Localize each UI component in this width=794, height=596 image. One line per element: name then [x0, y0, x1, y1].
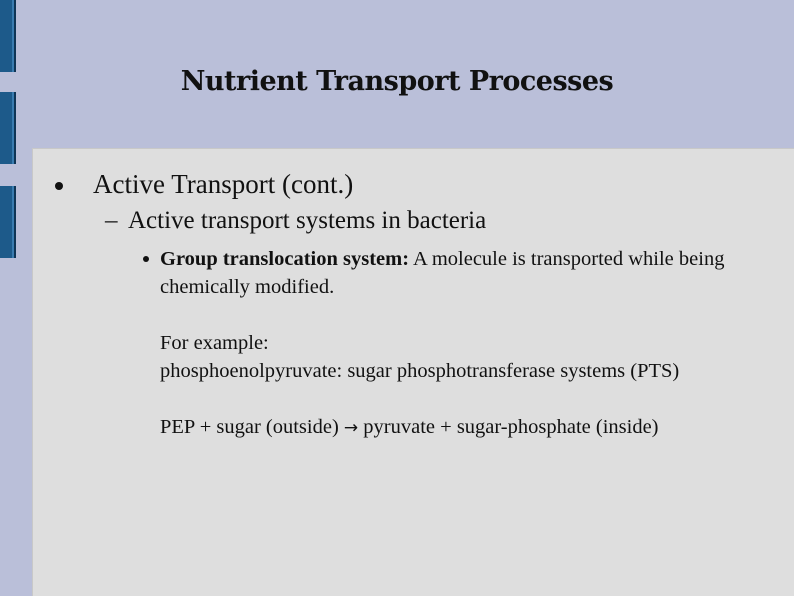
bullet-level-3-body	[160, 245, 780, 442]
edge-decoration-bar	[0, 0, 16, 72]
reaction-left: PEP + sugar (outside)	[160, 416, 344, 438]
reaction-line	[160, 413, 780, 442]
slide-title: Nutrient Transport Processes	[180, 66, 614, 97]
definition-paragraph	[160, 245, 780, 301]
right-arrow-icon: →	[343, 418, 359, 438]
edge-decoration-bar	[0, 186, 16, 258]
definition-text: A molecule is transported while being chemically modified.	[160, 248, 725, 298]
bullet-level-1-text: Active Transport (cont.)	[93, 169, 354, 199]
bullet-dot-icon	[143, 256, 149, 262]
bullet-level-2-text: Active transport systems in bacteria	[128, 207, 487, 234]
example-label: For example:	[160, 332, 269, 354]
term-label: Group translocation system:	[160, 248, 410, 270]
bullet-dash-marker: –	[105, 207, 118, 234]
reaction-right: pyruvate + sugar-phosphate (inside)	[358, 416, 659, 438]
edge-decoration-bar	[0, 92, 16, 164]
content-panel	[32, 148, 794, 596]
bullet-dot-icon	[55, 182, 63, 190]
example-text: phosphoenolpyruvate: sugar phosphotransferase systems (PTS)	[160, 360, 680, 382]
